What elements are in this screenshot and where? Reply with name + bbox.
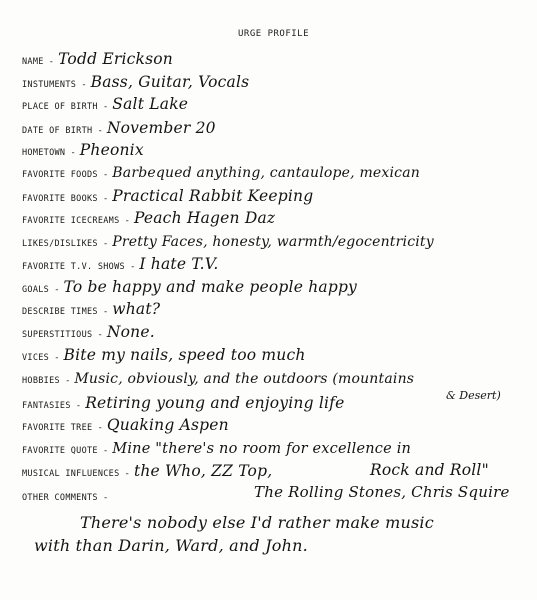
field-value: Barbequed anything, cantaulope, mexican [112, 165, 420, 181]
field-value: Bass, Guitar, Vocals [90, 73, 250, 91]
field-label: FANTASIES [22, 401, 71, 411]
field-row-superstitious [22, 323, 155, 342]
field-value: To be happy and make people happy [63, 278, 358, 296]
field-label: DATE OF BIRTH [22, 126, 93, 136]
field-row-goals [22, 278, 357, 297]
field-label: FAVORITE FOODS [22, 170, 98, 180]
field-value: Quaking Aspen [106, 416, 229, 434]
field-dash: - [64, 376, 71, 386]
field-row-instruments [22, 73, 249, 92]
field-value: I hate T.V. [139, 255, 219, 273]
field-row-fantasies [22, 394, 344, 413]
field-value: Todd Erickson [58, 50, 173, 68]
field-label: OTHER COMMENTS [22, 493, 98, 503]
field-dash: - [102, 194, 109, 204]
field-value: Pretty Faces, honesty, warmth/egocentricity [112, 234, 434, 250]
closing-line-1: There's nobody else I'd rather make music [80, 513, 434, 532]
field-dash: - [54, 353, 60, 363]
field-value: Music, obviously, and the outdoors (mountains [74, 371, 415, 387]
field-row-describe-times [22, 300, 160, 319]
field-row-vices [22, 346, 306, 365]
field-dash: - [75, 401, 82, 411]
field-row-date-of-birth [22, 119, 216, 138]
hobbies-continuation: & Desert) [446, 389, 501, 402]
field-dash: - [124, 216, 130, 226]
influences-continuation: The Rolling Stones, Chris Squire [254, 483, 510, 501]
field-value: November 20 [106, 119, 216, 137]
closing-line-2: with than Darin, Ward, and John. [34, 536, 308, 555]
field-dash: - [102, 102, 109, 112]
field-label: GOALS [22, 285, 50, 295]
field-row-favorite-quote [22, 440, 411, 458]
field-label: MUSICAL INFLUENCES [22, 469, 120, 479]
field-label: HOMETOWN [22, 148, 66, 158]
field-dash: - [54, 285, 60, 295]
field-row-favorite-books [22, 187, 313, 206]
field-label: FAVORITE BOOKS [22, 194, 98, 204]
field-label: LIKES/DISLIKES [22, 239, 98, 249]
field-dash: - [102, 239, 109, 249]
field-dash: - [97, 126, 103, 136]
field-label: FAVORITE TREE [22, 423, 93, 433]
field-label: FAVORITE T.V. SHOWS [22, 262, 125, 272]
field-dash: - [97, 423, 103, 433]
field-value: Peach Hagen Daz [133, 209, 276, 227]
field-row-favorite-tree [22, 416, 229, 435]
field-label: DESCRIBE TIMES [22, 307, 98, 317]
quote-continuation: Rock and Roll" [370, 461, 489, 479]
field-dash: - [70, 148, 76, 158]
field-dash: - [97, 330, 103, 340]
field-value: Bite my nails, speed too much [63, 346, 306, 364]
field-row-name [22, 50, 173, 69]
field-dash: - [102, 170, 109, 180]
field-value: Mine "there's no room for excellence in [112, 441, 412, 457]
field-value: Salt Lake [112, 95, 189, 113]
field-value: Retiring young and enjoying life [85, 394, 345, 412]
field-label: FAVORITE QUOTE [22, 446, 98, 456]
document-title: URGE PROFILE [237, 29, 310, 39]
field-label: HOBBIES [22, 376, 60, 386]
field-value: what? [112, 300, 161, 318]
field-dash: - [81, 80, 87, 90]
field-dash: - [124, 469, 130, 479]
field-row-favorite-foods [22, 164, 420, 182]
field-label: INSTUMENTS [22, 80, 77, 90]
field-row-place-of-birth [22, 95, 188, 114]
field-row-hobbies [22, 370, 414, 388]
field-dash: - [102, 307, 109, 317]
field-dash: - [102, 446, 109, 456]
field-label: PLACE OF BIRTH [22, 102, 98, 112]
field-row-musical-influences [22, 462, 272, 481]
field-row-likes-dislikes [22, 233, 434, 251]
field-row-other-comments [22, 486, 112, 505]
field-value: None. [106, 323, 155, 341]
field-dash: - [48, 57, 55, 67]
field-label: NAME [22, 57, 44, 67]
field-label: FAVORITE ICECREAMS [22, 216, 120, 226]
field-row-favorite-tv-shows [22, 255, 219, 274]
field-label: VICES [22, 353, 50, 363]
field-dash: - [102, 493, 109, 503]
field-value: the Who, ZZ Top, [133, 462, 273, 480]
field-row-hometown [22, 141, 144, 160]
field-row-favorite-icecreams [22, 209, 275, 228]
field-value: Practical Rabbit Keeping [112, 187, 314, 205]
field-value: Pheonix [79, 141, 144, 159]
field-dash: - [129, 262, 136, 272]
field-label: SUPERSTITIOUS [22, 330, 93, 340]
